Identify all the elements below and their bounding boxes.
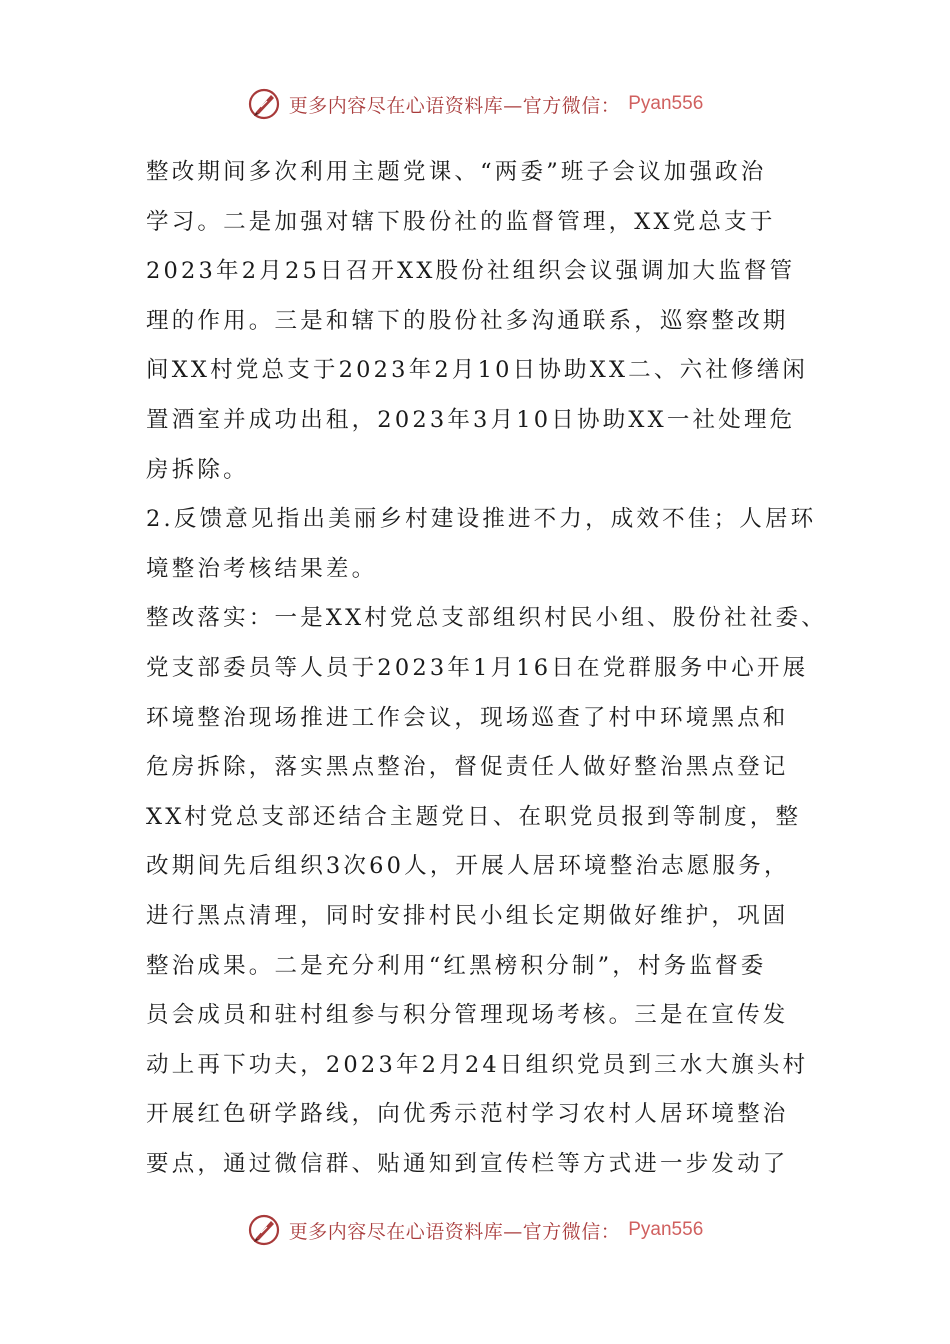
watermark-wechat-id: Pyan556 [628, 1219, 704, 1240]
body-line: 开展红色研学路线，向优秀示范村学习农村人居环境整治 [146, 1101, 789, 1128]
body-line: 动上再下功夫，2023年2月24日组织党员到三水大旗头村 [146, 1051, 809, 1078]
watermark-text: 更多内容尽在心语资料库—官方微信： [288, 94, 621, 117]
body-line: 危房拆除，落实黑点整治，督促责任人做好整治黑点登记 [146, 754, 789, 781]
body-line: 理的作用。三是和辖下的股份社多沟通联系，巡察整改期 [146, 307, 789, 334]
body-line: 要点，通过微信群、贴通知到宣传栏等方式进一步发动了 [146, 1150, 789, 1177]
document-body [146, 148, 826, 1189]
body-line: 整治成果。二是充分利用“红黑榜积分制”，村务监督委 [146, 952, 767, 979]
body-line: 进行黑点清理，同时安排村民小组长定期做好维护，巩固 [146, 902, 789, 929]
body-line: 2.反馈意见指出美丽乡村建设推进不力，成效不佳；人居环 [146, 506, 817, 533]
footer-watermark [0, 1210, 950, 1250]
header-watermark [0, 84, 950, 124]
quill-pen-seal-icon [247, 1213, 281, 1247]
body-line: 改期间先后组织3次60人，开展人居环境整治志愿服务， [146, 853, 790, 880]
body-line: 整改落实：一是XX村党总支部组织村民小组、股份社社委、 [146, 605, 827, 632]
body-line: 员会成员和驻村组参与积分管理现场考核。三是在宣传发 [146, 1002, 789, 1029]
quill-pen-seal-icon [247, 87, 281, 121]
body-line: XX村党总支部还结合主题党日、在职党员报到等制度，整 [146, 803, 802, 830]
body-line: 2023年2月25日召开XX股份社组织会议强调加大监督管 [146, 258, 796, 285]
watermark-wechat-id: Pyan556 [628, 93, 704, 114]
body-line: 置酒室并成功出租，2023年3月10日协助XX一社处理危 [146, 406, 796, 433]
body-line: 房拆除。 [146, 456, 249, 483]
body-line: 整改期间多次利用主题党课、“两委”班子会议加强政治 [146, 159, 767, 185]
body-line: 环境整治现场推进工作会议，现场巡查了村中环境黑点和 [146, 704, 789, 731]
body-line: 党支部委员等人员于2023年1月16日在党群服务中心开展 [146, 654, 809, 681]
body-line: 学习。二是加强对辖下股份社的监督管理，XX党总支于 [146, 208, 776, 235]
body-line: 间XX村党总支于2023年2月10日协助XX二、六社修缮闲 [146, 357, 809, 384]
body-line: 境整治考核结果差。 [146, 555, 378, 582]
watermark-text: 更多内容尽在心语资料库—官方微信： [288, 1220, 621, 1243]
